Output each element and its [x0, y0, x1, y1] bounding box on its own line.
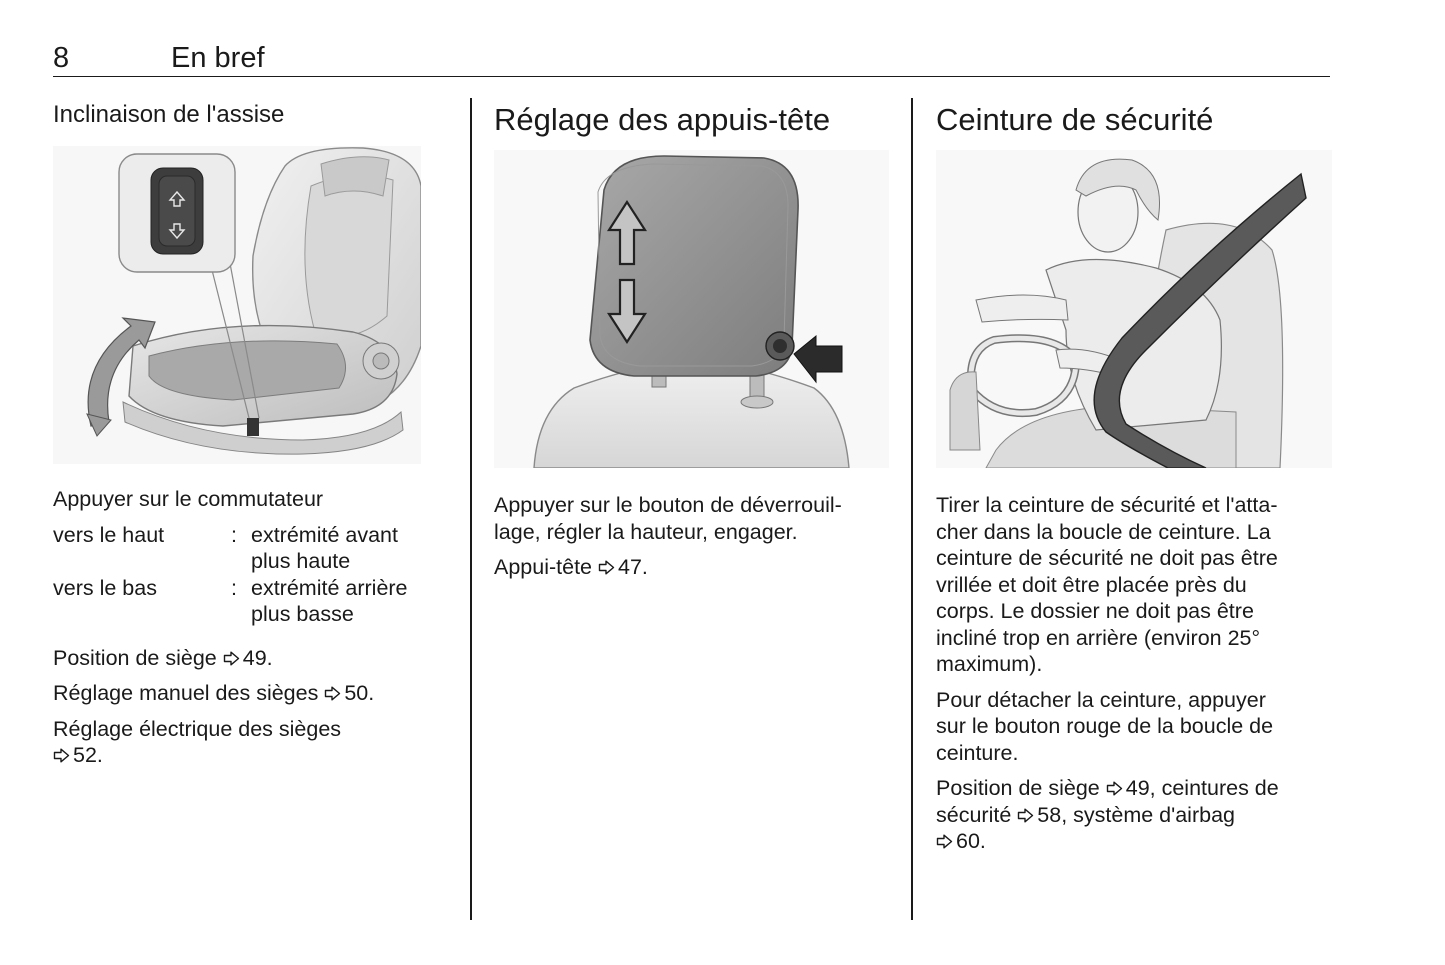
seat-belt-illustration [936, 150, 1332, 468]
page-reference-arrow-icon [1106, 781, 1123, 796]
body-line: vrillée et doit être placée près du [936, 572, 1247, 597]
reference-page: 49. [242, 645, 273, 670]
body-line: maximum). [936, 652, 1043, 676]
reference-label: Réglage manuel des sièges [53, 681, 319, 705]
reference-page: 49, ceintures de [1125, 776, 1279, 800]
row-value: extrémité arrière plus basse [251, 575, 408, 626]
reference-page: 52. [73, 743, 103, 767]
cross-reference[interactable] [53, 716, 433, 769]
page-reference-arrow-icon [223, 651, 240, 666]
position-row [53, 522, 433, 575]
page-reference-arrow-icon [324, 686, 341, 701]
reference-page: 60. [956, 829, 986, 853]
cross-reference[interactable] [53, 680, 433, 707]
intro-text: Appuyer sur le commutateur [53, 487, 324, 511]
cross-reference[interactable] [936, 775, 1336, 855]
reference-label: sécurité [936, 802, 1012, 827]
body-line: Appuyer sur le bouton de déverrouil- [494, 493, 842, 517]
column-headrest [494, 96, 894, 581]
body-line: corps. Le dossier ne doit pas être [936, 599, 1254, 623]
body-line: lage, régler la hauteur, engager. [494, 519, 798, 544]
body-line: ceinture. [936, 740, 1019, 765]
reference-label: Position de siège [53, 645, 217, 670]
page-number: 8 [53, 42, 70, 74]
cross-reference[interactable] [494, 554, 894, 581]
position-row [53, 575, 433, 628]
belt-instructions [936, 492, 1336, 678]
row-value: extrémité avant plus haute [251, 522, 398, 573]
column-seat-belt [936, 96, 1336, 855]
reference-page: 47. [618, 555, 648, 579]
row-separator: : [231, 522, 237, 547]
column-seat-tilt [53, 96, 433, 769]
reference-label: Position de siège [936, 776, 1100, 800]
seat-tilt-illustration [53, 146, 421, 464]
body-line: ceinture de sécurité ne doit pas être [936, 546, 1278, 570]
page-reference-arrow-icon [936, 834, 953, 849]
body-text [494, 492, 894, 545]
belt-release-instructions [936, 687, 1336, 767]
page-header [53, 40, 1330, 77]
reference-label: Réglage électrique des sièges [53, 716, 342, 741]
row-key: vers le haut [53, 522, 165, 547]
section-title: Réglage des appuis-tête [494, 102, 831, 137]
page-reference-arrow-icon [598, 560, 615, 575]
body-line: Tirer la ceinture de sécurité et l'atta- [936, 493, 1278, 517]
row-separator: : [231, 575, 237, 600]
body-line: cher dans la boucle de ceinture. La [936, 519, 1271, 544]
headrest-illustration [494, 150, 889, 468]
section-title: Inclinaison de l'assise [53, 101, 285, 128]
page-reference-arrow-icon [53, 748, 70, 763]
section-title: Ceinture de sécurité [936, 102, 1214, 137]
body-line: incliné trop en arrière (environ 25° [936, 625, 1261, 650]
column-divider [911, 98, 913, 920]
reference-label: Appui-tête [494, 555, 593, 579]
chapter-title: En bref [171, 42, 265, 74]
reference-page: 50. [344, 681, 375, 705]
body-line: Pour détacher la ceinture, appuyer [936, 687, 1266, 712]
page-reference-arrow-icon [1017, 808, 1034, 823]
reference-page: 58, système d'airbag [1037, 802, 1235, 827]
cross-reference[interactable] [53, 645, 433, 672]
column-divider [470, 98, 472, 920]
body-line: sur le bouton rouge de la boucle de [936, 714, 1274, 738]
row-key: vers le bas [53, 575, 157, 600]
